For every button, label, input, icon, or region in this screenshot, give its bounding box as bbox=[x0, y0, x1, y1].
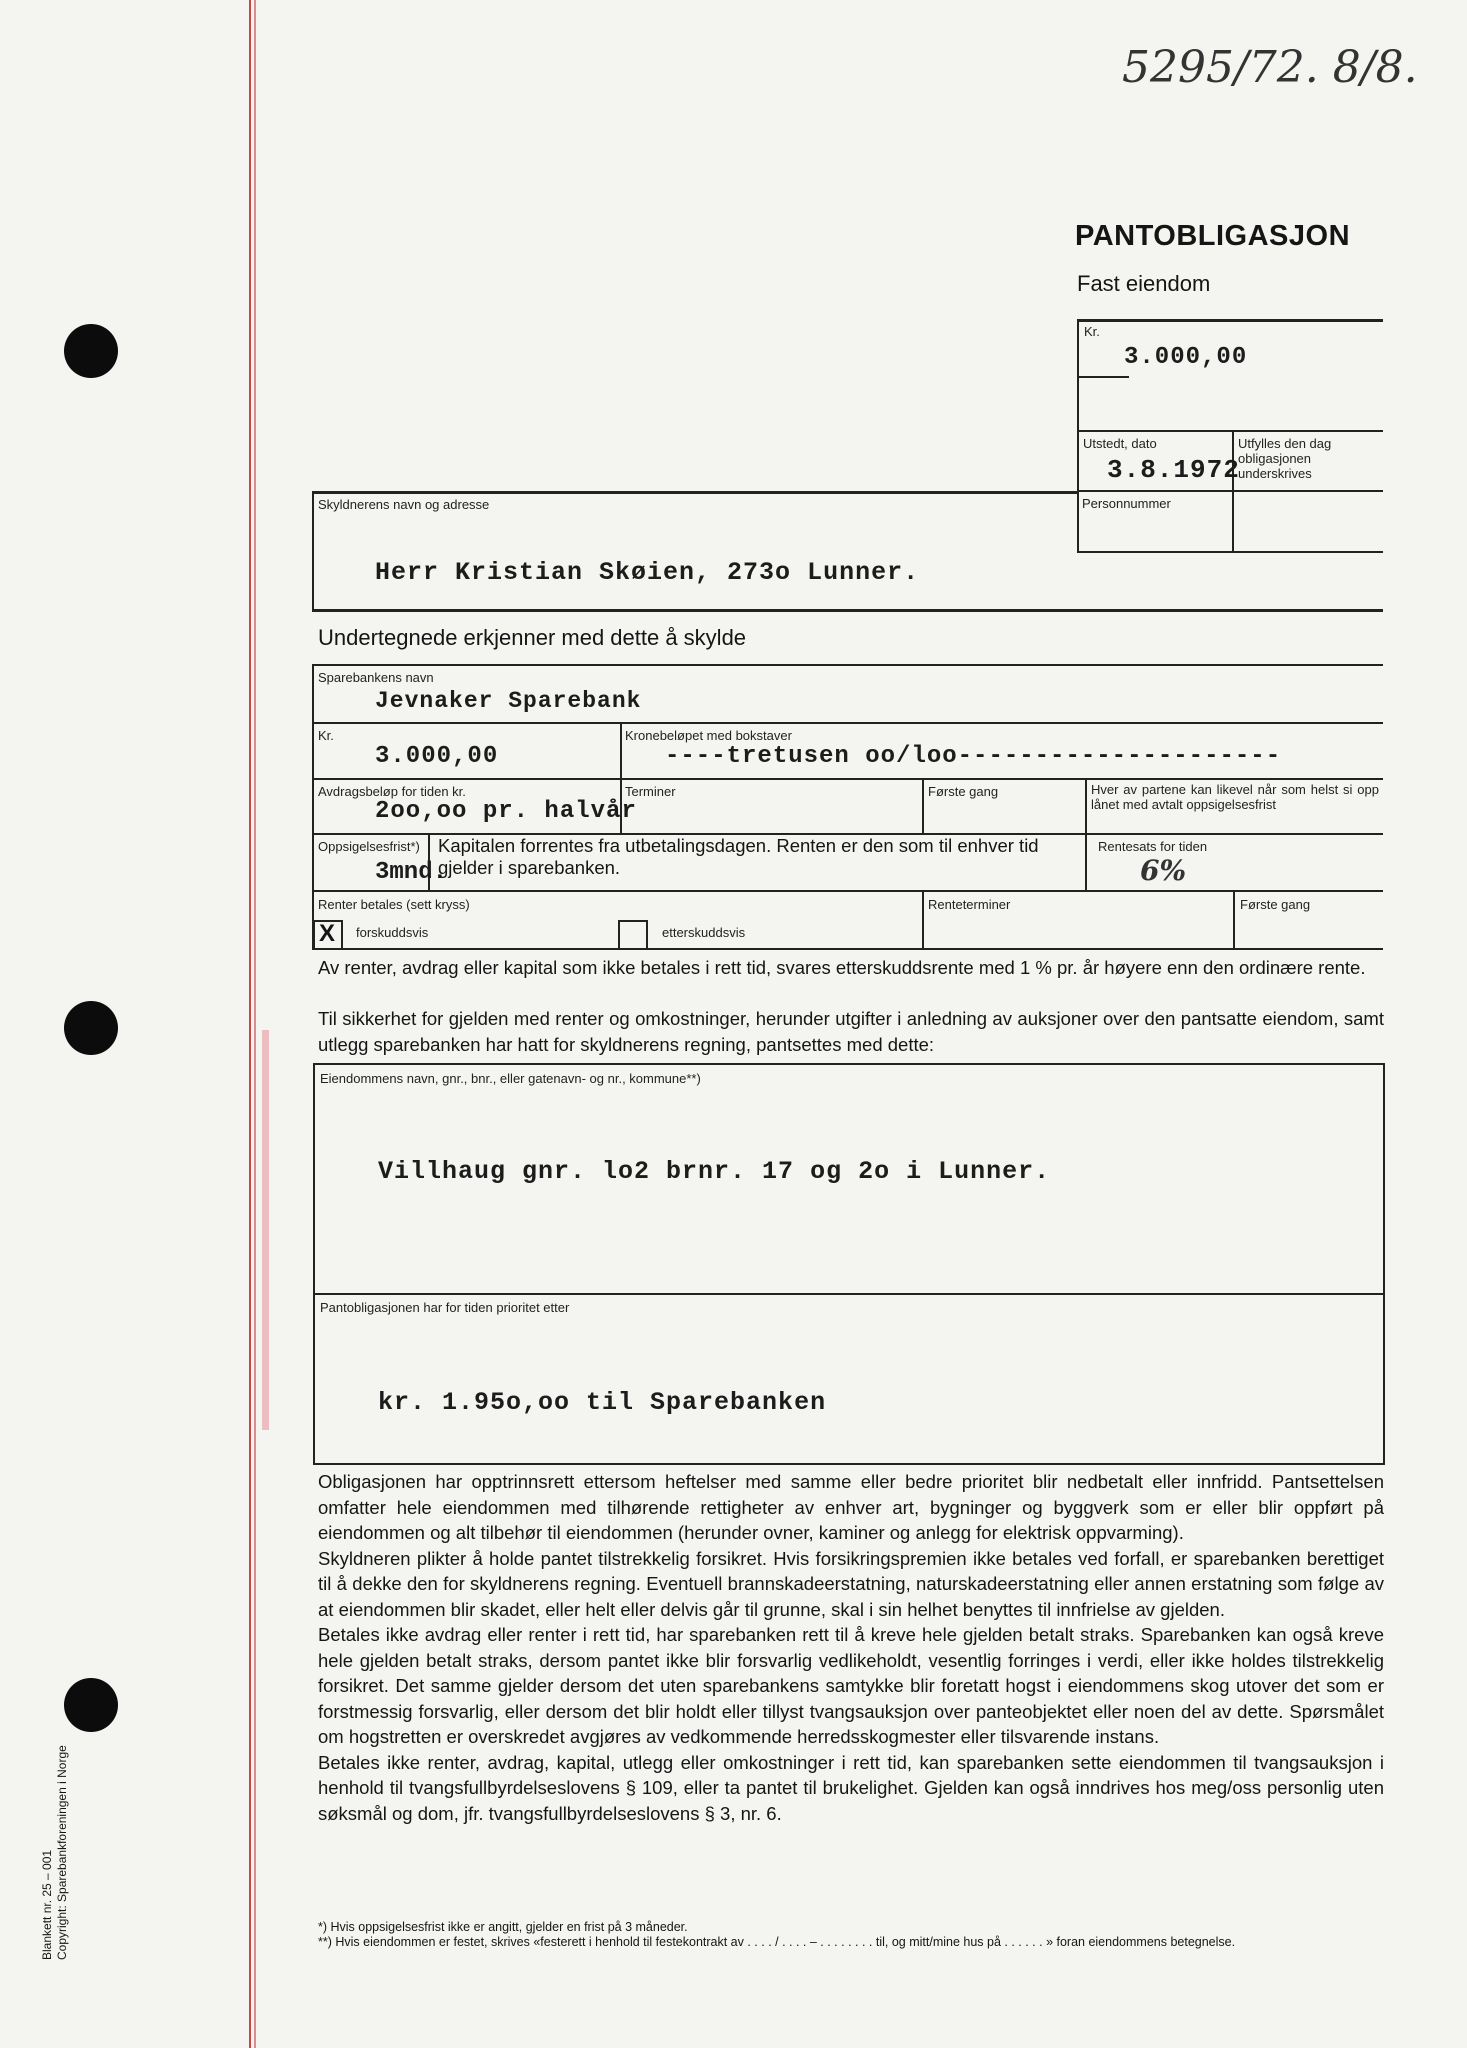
notice-label: Oppsigelsesfrist*) bbox=[318, 839, 420, 854]
personnummer-label: Personnummer bbox=[1082, 496, 1171, 511]
punch-hole-1 bbox=[64, 324, 118, 378]
prepaid-checkbox[interactable] bbox=[313, 920, 343, 950]
late-interest-paragraph: Av renter, avdrag eller kapital som ikke betales i rett tid, svares etterskuddsrente med 1 % pr. år høyere enn den ordinære rente. bbox=[318, 957, 1366, 978]
notice-value: 3mnd. bbox=[375, 859, 448, 886]
form-number: Blankett nr. 25 – 001 bbox=[40, 1849, 54, 1960]
footnote-1: *) Hvis oppsigelsesfrist ikke er angitt, gjelder en frist på 3 måneder. bbox=[318, 1920, 688, 1934]
postpaid-option-label: etterskuddsvis bbox=[662, 925, 746, 940]
amount-value: 3.000,00 bbox=[375, 743, 499, 770]
interest-terms-label: Renteterminer bbox=[928, 897, 1011, 912]
amount-label: Kr. bbox=[318, 728, 334, 743]
body-paragraph-4: Betales ikke renter, avdrag, kapital, utlegg eller omkostninger i rett tid, kan sparebanken sette eiendommen til tvangsauksjon i henhold til tvangsfullbyrdelseslovens § 109, eller ta pantet til brukelighet. Gjelden kan også inndrives hos meg/oss personlig uten søksmål og dom, jfr. tvangsfullbyrdelseslovens § 3, nr. 6. bbox=[318, 1751, 1384, 1824]
property-label: Eiendommens navn, gnr., bnr., eller gatenavn- og nr., kommune**) bbox=[320, 1071, 701, 1086]
red-highlight-mark bbox=[262, 1030, 269, 1430]
first-payment-label: Første gang bbox=[928, 784, 999, 799]
body-paragraph-3: Betales ikke avdrag eller renter i rett tid, har sparebanken rett til å kreve hele gjelden betalt straks. Sparebanken kan også kreve hele gjelden betalt straks, dersom pantet ikke blir forsvarlig vedlikeholdt, vesentlig forringes i verdi, eller ikke holdes tilstrekkelig forsikret. Det samme gjelder dersom det uten sparebankens samtykke blir foretatt hogst i eiendommens skog utover det som er forstmessig forsvarlig, eller dersom det blir holdt eller tillyst tvangsauksjon over panteobjektet eller noen del av dette. Spørsmålet om hogstretten er overskredet avgjøres av vedkommende herredsskogmester eller tilsvarende instans. bbox=[318, 1624, 1384, 1747]
debtor-value: Herr Kristian Skøien, 273o Lunner. bbox=[375, 558, 920, 587]
terms-label: Terminer bbox=[625, 784, 676, 799]
interest-text: Kapitalen forrentes fra utbetalingsdagen. Renten er den som til enhver tid gjelder i sparebanken. bbox=[438, 835, 1039, 878]
date-note: Utfylles den dag obligasjonen underskrives bbox=[1238, 436, 1332, 481]
amount-words-label: Kronebeløpet med bokstaver bbox=[625, 728, 792, 743]
copyright: Copyright: Sparebankforeningen i Norge bbox=[55, 1745, 69, 1960]
terms-body bbox=[318, 1469, 1384, 1826]
prepaid-option-label: forskuddsvis bbox=[356, 925, 429, 940]
interest-first-label: Første gang bbox=[1240, 897, 1311, 912]
punch-hole-3 bbox=[64, 1678, 118, 1732]
amount-box-value: 3.000,00 bbox=[1124, 344, 1248, 371]
margin-red-line bbox=[249, 0, 251, 2048]
debtor-label: Skyldnerens navn og adresse bbox=[318, 497, 490, 512]
rate-value: 6% bbox=[1140, 854, 1187, 887]
security-paragraph: Til sikkerhet for gjelden med renter og omkostninger, herunder utgifter i anledning av auksjoner over den pantsatte eiendom, samt utlegg sparebanken har hatt for skyldnerens regning, pantsettes med dette: bbox=[318, 1008, 1384, 1055]
installment-value: 2oo,oo pr. halvår bbox=[375, 798, 637, 825]
checkbox-x-mark: X bbox=[319, 920, 336, 947]
margin-red-line-2 bbox=[254, 0, 256, 2048]
amount-words-value: ----tretusen oo/loo--------------------- bbox=[665, 743, 1282, 770]
issue-date-value: 3.8.1972 bbox=[1107, 455, 1240, 485]
installment-label: Avdragsbeløp for tiden kr. bbox=[318, 784, 466, 799]
property-value: Villhaug gnr. lo2 brnr. 17 og 2o i Lunner. bbox=[378, 1157, 1051, 1186]
footnote-2: **) Hvis eiendommen er festet, skrives «festerett i henhold til festekontrakt av . . . . / . . . . – . . . . . . . . til, og mitt/mine hus på . . . . . . » foran eiendommens betegnelse. bbox=[318, 1935, 1236, 1949]
interest-label: Renter betales (sett kryss) bbox=[318, 897, 470, 912]
priority-label: Pantobligasjonen har for tiden prioritet etter bbox=[320, 1300, 570, 1315]
amount-box-label: Kr. bbox=[1084, 324, 1100, 339]
footnotes bbox=[318, 1920, 1384, 1950]
priority-value: kr. 1.95o,oo til Sparebanken bbox=[378, 1388, 827, 1417]
handwritten-reference: 5295/72. 8/8. bbox=[1122, 42, 1418, 93]
document-title: PANTOBLIGASJON bbox=[1075, 220, 1351, 252]
acknowledgement-text: Undertegnede erkjenner med dette å skylde bbox=[318, 625, 747, 650]
issue-date-label: Utstedt, dato bbox=[1083, 436, 1157, 451]
document-subtitle: Fast eiendom bbox=[1077, 271, 1211, 296]
body-paragraph-1: Obligasjonen har opptrinnsrett ettersom heftelser med samme eller bedre prioritet blir nedbetalt eller innfridd. Pantsettelsen omfatter hele eiendommen med tilhørende rettigheter av enhver art, bygninger og byggverk som er eller blir oppført på eiendommen og alt tilbehør til eiendommen (herunder ovner, kaminer og anlegg for elektrisk oppvarming). bbox=[318, 1471, 1384, 1543]
notice-note: Hver av partene kan likevel når som helst si opp lånet med avtalt oppsigelsesfrist bbox=[1091, 782, 1379, 812]
punch-hole-2 bbox=[64, 1001, 118, 1055]
postpaid-checkbox[interactable] bbox=[618, 920, 648, 950]
body-paragraph-2: Skyldneren plikter å holde pantet tilstrekkelig forsikret. Hvis forsikringspremien ikke betales ved forfall, er sparebanken berettiget til å dekke den for skyldnerens regning. Eventuell brannskadeerstatning, naturskadeerstatning eller annen erstatning som følge av at eiendommen blir skadet, eller helt eller delvis går til grunne, skal i sin helhet benyttes til innfrielse av gjelden. bbox=[318, 1547, 1384, 1620]
side-print bbox=[40, 1580, 70, 1960]
bank-label: Sparebankens navn bbox=[318, 670, 434, 685]
rate-label: Rentesats for tiden bbox=[1098, 839, 1208, 854]
bank-value: Jevnaker Sparebank bbox=[375, 688, 642, 714]
